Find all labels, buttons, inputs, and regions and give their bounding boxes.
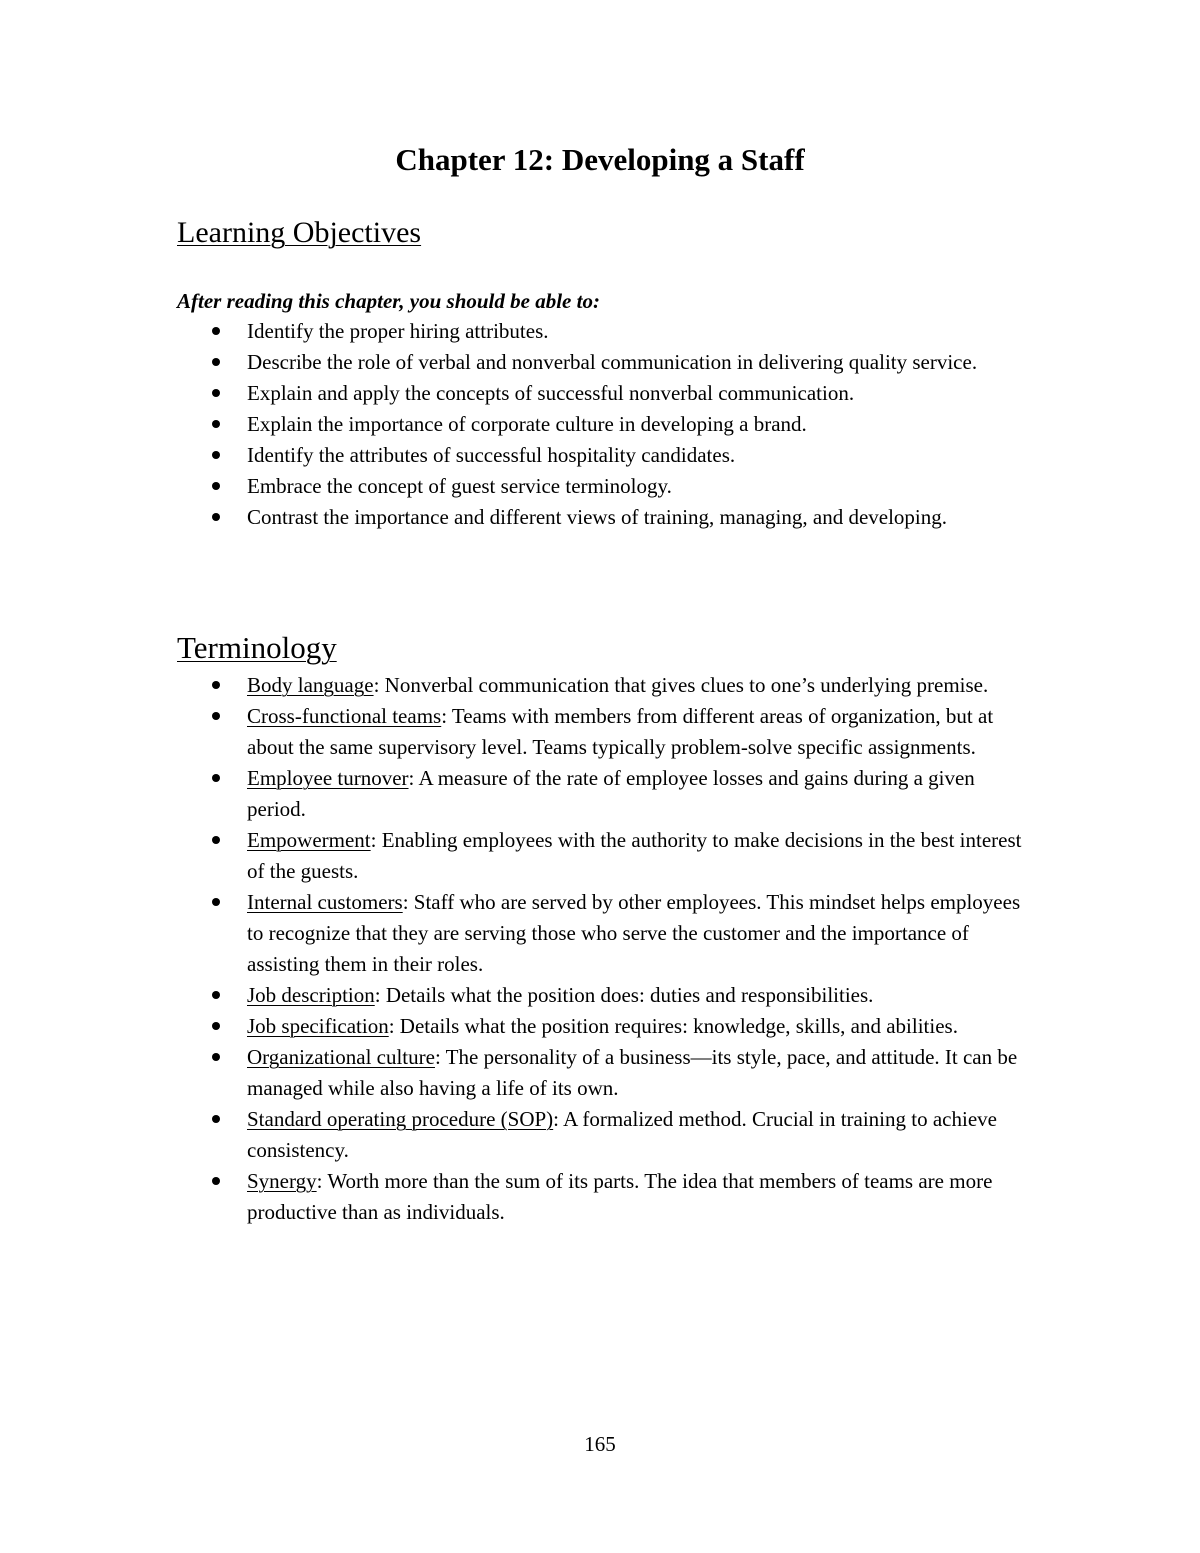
bullet-icon	[212, 358, 220, 366]
bullet-icon	[212, 681, 220, 689]
term-definition: : Details what the position requires: knowledge, skills, and abilities.	[388, 1014, 958, 1038]
term-definition: : A formalized method. Crucial in training to achieve consistency.	[247, 1107, 997, 1162]
objective-item	[0, 347, 1032, 378]
term-definition: : Details what the position does: duties and responsibilities.	[374, 983, 874, 1007]
bullet-icon	[212, 451, 220, 459]
objective-text: Embrace the concept of guest service terminology.	[247, 474, 672, 498]
term-item	[0, 980, 1032, 1011]
bullet-icon	[212, 389, 220, 397]
term-definition: : Enabling employees with the authority to make decisions in the best interest of the guests.	[247, 828, 1022, 883]
term-name: Body language	[247, 673, 374, 697]
term-item	[0, 1104, 1032, 1166]
bullet-icon	[212, 836, 220, 844]
term-item	[0, 670, 1032, 701]
term-definition: : Teams with members from different areas of organization, but at about the same supervisory level. Teams typically problem-solve specific assignments.	[247, 704, 994, 759]
objective-item	[0, 378, 1032, 409]
term-name: Cross-functional teams	[247, 704, 442, 728]
term-item	[0, 1042, 1032, 1104]
objective-text: Describe the role of verbal and nonverbal communication in delivering quality service.	[247, 350, 978, 374]
term-item	[0, 701, 1032, 763]
objective-item	[0, 440, 1032, 471]
objective-text: Explain and apply the concepts of successful nonverbal communication.	[247, 381, 855, 405]
objective-item	[0, 502, 1032, 533]
term-item	[0, 1166, 1032, 1228]
objective-item	[0, 471, 1032, 502]
bullet-icon	[212, 1053, 220, 1061]
term-item	[0, 887, 1032, 980]
bullet-icon	[212, 482, 220, 490]
objective-text: Contrast the importance and different views of training, managing, and developing.	[247, 505, 948, 529]
chapter-title: Chapter 12: Developing a Staff	[395, 142, 805, 177]
term-item	[0, 763, 1032, 825]
objective-text: Identify the attributes of successful hospitality candidates.	[247, 443, 736, 467]
term-name: Empowerment	[247, 828, 371, 852]
term-definition: : Staff who are served by other employees. This mindset helps employees to recognize that they are serving those who serve the customer and the importance of assisting them in their roles.	[247, 890, 1021, 976]
term-name: Job description	[247, 983, 375, 1007]
bullet-icon	[212, 1022, 220, 1030]
term-name: Internal customers	[247, 890, 403, 914]
bullet-icon	[212, 991, 220, 999]
bullet-icon	[212, 1177, 220, 1185]
objective-item	[0, 409, 1032, 440]
bullet-icon	[212, 898, 220, 906]
objective-text: Identify the proper hiring attributes.	[247, 319, 549, 343]
term-definition: : Worth more than the sum of its parts. The idea that members of teams are more productive than as individuals.	[247, 1169, 993, 1224]
term-name: Standard operating procedure (SOP)	[247, 1107, 554, 1131]
objective-text: Explain the importance of corporate culture in developing a brand.	[247, 412, 807, 436]
objectives-list	[0, 316, 1032, 533]
bullet-icon	[212, 774, 220, 782]
term-item	[0, 825, 1032, 887]
term-name: Organizational culture	[247, 1045, 435, 1069]
objectives-intro: After reading this chapter, you should be able to:	[177, 289, 600, 313]
page-number: 165	[584, 1432, 616, 1456]
term-definition: : A measure of the rate of employee losses and gains during a given period.	[247, 766, 975, 821]
objective-item	[0, 316, 1032, 347]
bullet-icon	[212, 712, 220, 720]
bullet-icon	[212, 420, 220, 428]
term-name: Job specification	[247, 1014, 389, 1038]
learning-objectives-heading: Learning Objectives	[177, 216, 422, 249]
term-item	[0, 1011, 1032, 1042]
term-definition: : The personality of a business—its style, pace, and attitude. It can be managed while also having a life of its own.	[247, 1045, 1018, 1100]
bullet-icon	[212, 327, 220, 335]
terminology-list	[0, 670, 1032, 1228]
bullet-icon	[212, 513, 220, 521]
term-name: Synergy	[247, 1169, 317, 1193]
term-name: Employee turnover	[247, 766, 409, 790]
bullet-icon	[212, 1115, 220, 1123]
terminology-heading: Terminology	[177, 630, 337, 665]
term-definition: : Nonverbal communication that gives clues to one’s underlying premise.	[373, 673, 989, 697]
